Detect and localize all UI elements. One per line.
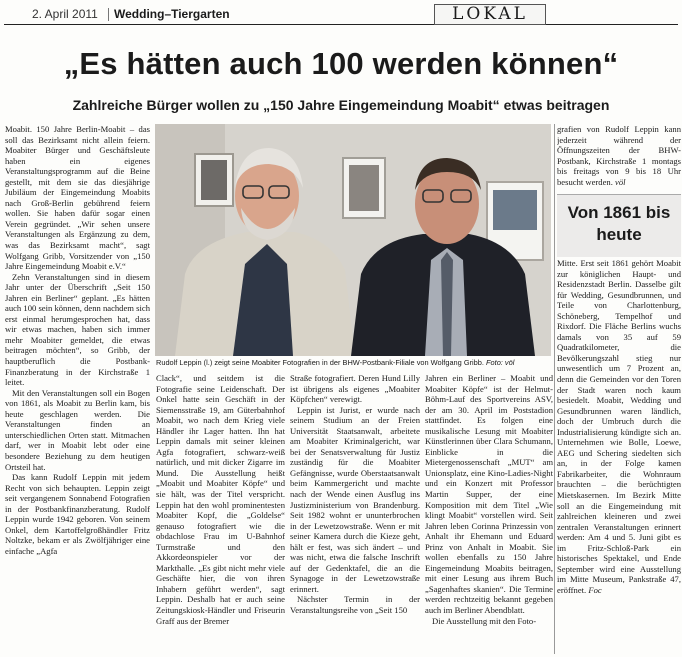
photo-caption — [156, 358, 552, 367]
article-column-2 — [156, 373, 285, 655]
article-column-1 — [5, 124, 150, 654]
sidebar-box — [557, 194, 681, 257]
sidebar-paragraph — [557, 258, 681, 596]
section-label: LOKAL — [434, 4, 546, 25]
page-header — [4, 2, 678, 25]
subheadline: Zahlreiche Bürger wollen zu „150 Jahre Eingemeindung Moabit“ etwas beitragen — [72, 97, 610, 113]
article-paragraph: Leppin ist Jurist, er wurde nach seinem Studium an der Freien Universität Staatsanwalt, arbeitete am Moabiter Kriminalgericht, war bei der Senatsverwaltung für Justiz zuständig für die Moabiter Gefängnisse, wurde Oberstaatsanwalt beim Kammergericht und machte nach der Wende einen Ausflug ins Justizministerium von Brandenburg. Seit 1982 wohnt er ununterbrochen in der Lewetzowstraße. Wenn er mit seiner Kamera durch die Kieze geht, hält er fest, was sich ändert – und was nicht, etwa die falsche Inschrift auf der Gedenktafel, die an die Synagoge in der Lewetzowstraße erinnert. — [290, 404, 420, 594]
article-photo — [155, 124, 551, 356]
article-paragraph: Das kann Rudolf Leppin mit jedem Recht von sich behaupten. Leppin zeigt seit vergangenem Sonnabend Fotografien in der Postbankfinanzberatung. Rudolf Leppin wurde 1942 geboren. Von seinem Onkel, dem Kartoffelgroßhändler Fritz Noltzke, bekam er als Zwölfjähriger eine einfache „Agfa — [5, 472, 150, 556]
article-paragraph: Mit den Veranstaltungen soll ein Bogen von 1861, als Moabit zu Berlin kam, bis heute geschlagen werden. Die Veranstaltungen finden an unterschiedlichen Orten statt. Mitmachen darf, wer in Moabit lebt oder eine besondere Beziehung zu dem heutigen Ortsteil hat. — [5, 387, 150, 472]
article-paragraph: Clack“, und seitdem ist die Fotografie seine Leidenschaft. Der Onkel hatte sein Geschäft in der Siemensstraße 19, am Güterbahnhof Moabit, wo nach dem Krieg viele Händler ihr Lager hatten. Ihn hat Leppin damals mit seiner kleinen Agfa fotografiert, schwarz-weiß natürlich, und mit dicker Zigarre im Mund. Die Ausstellung heißt „Moabit und Moabiter Köpfe“ und sie hält, was der Titel verspricht. Leppin hat den wohl prominentesten Moabiter Kopf, die „Goldelse“ genauso fotografiert wie die obdachlose Frau im U-Bahnhof Turmstraße und den Akkordeonspieler vor der Markthalle. „Es gibt nicht mehr viele Geschäfte hier, die von ihren Inhabern geführt werden“, sagt Leppin. Deshalb hat er auch seine Zeitungskiosk-Händler und Friseurin Graff aus der Bremer — [156, 373, 285, 626]
photo-caption-text: Rudolf Leppin (l.) zeigt seine Moabiter Fotografien in der BHW-Postbank-Filiale von Wolfgang Gribb. — [156, 358, 484, 367]
author-initials: völ — [615, 176, 626, 187]
article-paragraph: Die Ausstellung mit den Foto- — [432, 615, 537, 626]
article-column-5 — [557, 124, 681, 192]
article-paragraph: Jahren ein Berliner – Moabit und Moabiter Köpfe“ ist der Helmut-Böhm-Lauf des Sportvereins ASV, der am 30. April im Poststadion stattfindet. Es folgen eine musikalische Lesung mit Moabiter Künstlerinnen über Clara Schumann, Einblicke in die Mietergenossenschaft „MUT“ am Unionsplatz, eine Kino-Ladies-Night und ein Konzert mit Professor Martin Supper, der eine Komposition mit dem Titel „Wie klingt Moabit“ vorstellen wird. Seit Jahren leben Corinna Prinzessin von Anhalt ihr Ehemann und Eduard Prinz von Anhalt in Moabit. Sie wollen ebenfalls zu 150 Jahre Eingemeindung Moabits beitragen, mit einer Lesung aus ihrem Buch „Sagenhaftes skanien“. Die Termine werden rechtzeitig bekannt gegeben auch im Berliner Abendblatt. — [425, 373, 553, 616]
article-column-4 — [425, 373, 553, 655]
sidebar-title: Von 1861 bis heute — [567, 203, 671, 244]
article-paragraph: Moabit. 150 Jahre Berlin-Moabit – das soll das Bezirksamt nicht allein feiern. Moabiter Bürger und Geschäftsleute haben ein eigenes Veranstaltungsprogramm auf die Beine gestellt, mit dem sie das diesjährige Jubiläum der Eingemeindung Moabits nach Groß-Berlin gebührend feiern wollen. Sie haben dafür sogar einen Verein gegründet. „Wir sehen unsere Veranstaltungen als Ergänzung zu dem, was das Bezirksamt macht“, sagt Wolfgang Gribb, Vorsitzender von „150 Jahre Eingemeindung Moabit e.V.“ — [5, 124, 150, 272]
header-divider — [108, 8, 109, 21]
local-edition-name: Wedding–Tiergarten — [114, 7, 230, 21]
photo-credit: Foto: völ — [486, 358, 515, 367]
article-paragraph — [557, 124, 681, 187]
issue-date: 2. April 2011 — [32, 7, 98, 21]
headline: „Es hätten auch 100 werden können“ — [63, 46, 619, 81]
article-paragraph: Nächster Termin in der Veranstaltungsreihe von „Seit 150 — [290, 594, 420, 616]
column-rule — [554, 124, 555, 654]
sidebar-text — [557, 258, 681, 655]
sidebar-credit: Foc — [588, 584, 602, 595]
article-column-3 — [290, 373, 420, 655]
article-paragraph: Zehn Veranstaltungen sind in diesem Jahr unter der Überschrift „Seit 150 Jahren ein Berliner“ geplant. „Es hätten auch 100 sein können, denn nachdem sich erst einmal herumgesprochen hat, dass wir etwas machen, haben sich immer mehr Moabiter gemeldet, die etwas beitragen möchten“, so Gribb, der hauptberuflich die Postbank-Finanzberatung in der Kirchstraße 1 leitet. — [5, 271, 150, 388]
article-closing-text: grafien von Rudolf Leppin kann jederzeit während der Öffnungszeiten der BHW-Postbank, Kirchstraße 1 montags bis freitags von 9 bis 18 Uhr besucht werden. — [557, 124, 681, 187]
sidebar-body: Mitte. Erst seit 1861 gehört Moabit zur königlichen Haupt- und Residenzstadt Berlin. Dasselbe gilt für Wedding, Gesundbrunnen, und Teile von Charlottenburg, Schöneberg, Tempelhof und Rixdorf. Die Fläche Berlins wuchs damals von 35 auf 59 Quadratkilometer, die Bevölkerungszahl stieg nur unwesentlich um 7 Prozent an, denn die Gemeinden vor den Toren der Stadt waren noch kaum besiedelt. Moabit, Wedding und Gesundbrunnen waren ländlich, doch der Umbruch durch die Industrialisierung kündigte sich an. Unternehmen wie Bolle, Loewe, AEG und Schering siedelten sich an, in der Folge kamen Fabrikarbeiter, die Wohnraum brauchten – die berüchtigten Mietskasernen. Im Bezirk Mitte soll an die Eingemeindung mit zahlreichen kleineren und zwei zentralen Veranstaltungen erinnert werden: Am 4 und 5. Juni gibt es im Fritz-Schloß-Park ein historisches Spektakel, und Ende September wird eine Ausstellung im Mitte Museum, Pankstraße 47, eröffnet. — [557, 258, 681, 595]
photo-illustration — [155, 124, 551, 356]
article-paragraph: Straße fotografiert. Deren Hund Lilly ist übrigens als eigenes „Moabiter Köpfchen“ verewigt. — [290, 373, 420, 405]
